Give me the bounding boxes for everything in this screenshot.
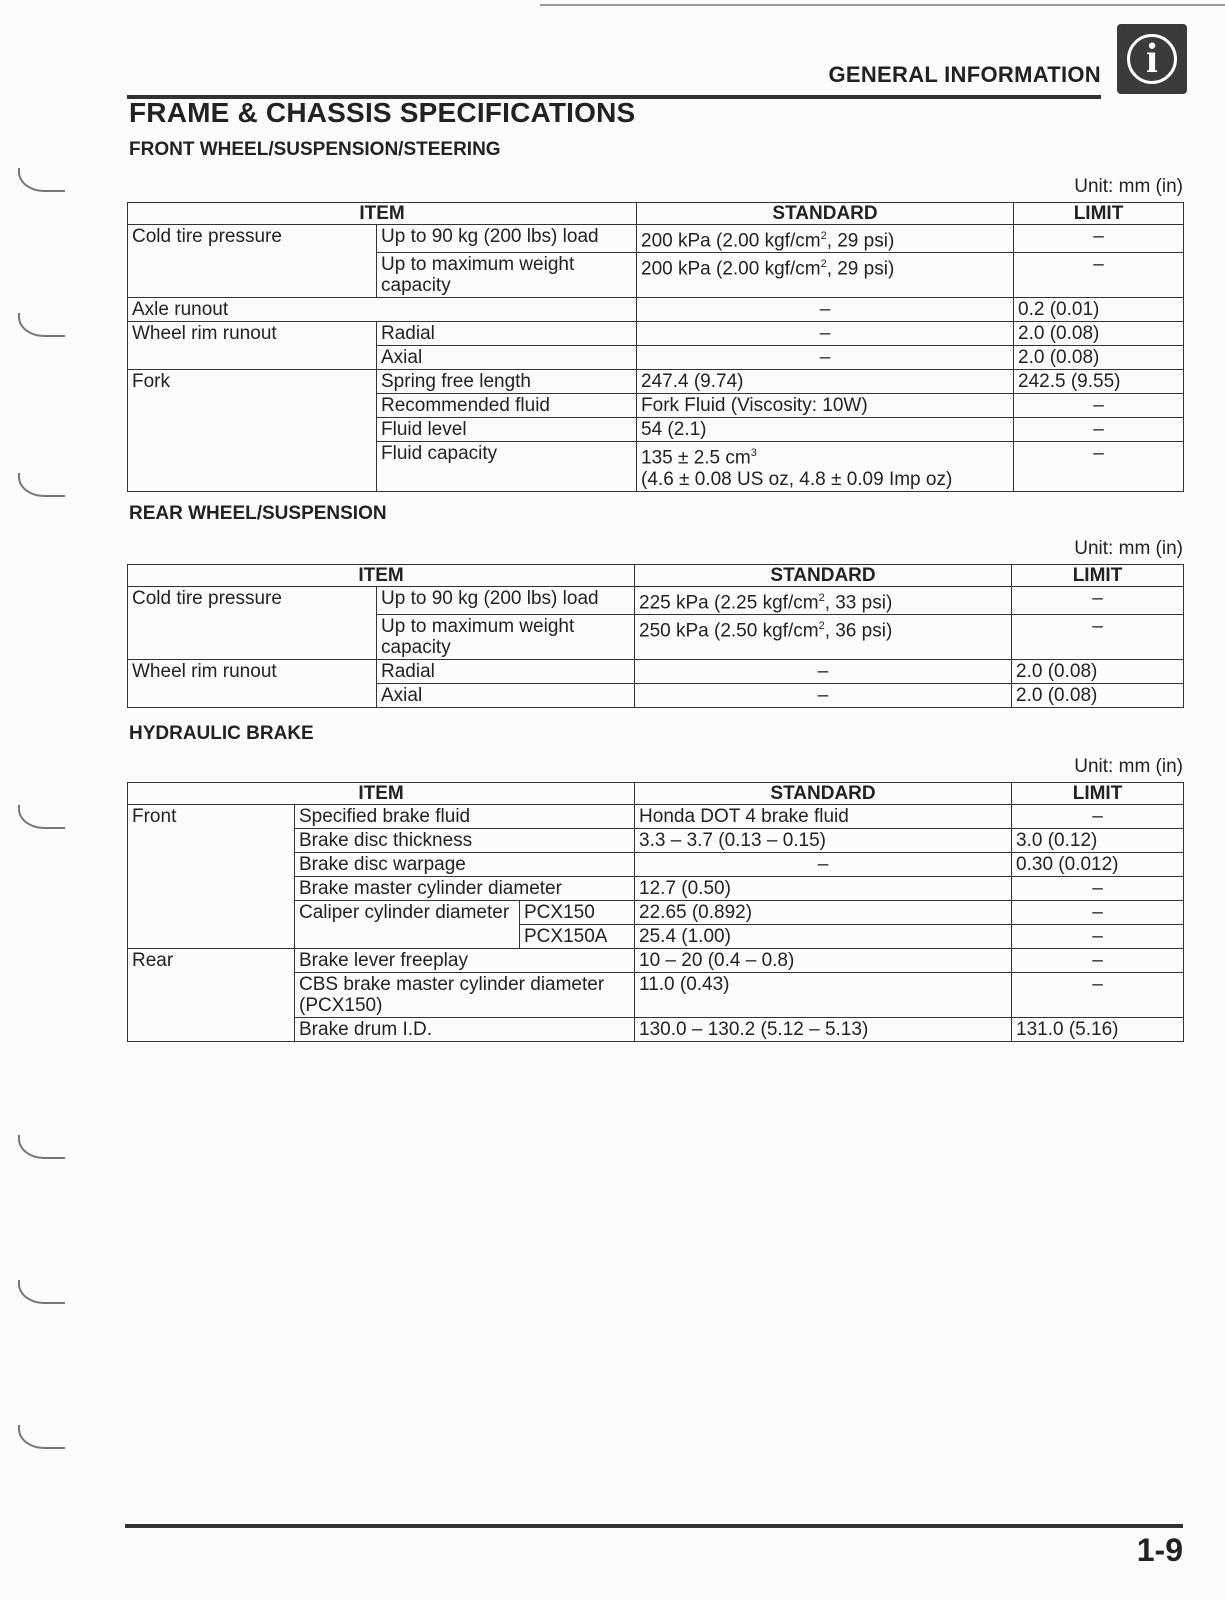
limit-value: 2.0 (0.08) — [1014, 322, 1184, 346]
brake-spec-table — [127, 782, 1184, 1042]
limit-value: – — [1012, 949, 1184, 973]
sub-item: Up to maximum weight capacity — [377, 253, 637, 298]
standard-value: 12.7 (0.50) — [635, 877, 1012, 901]
table-header-row — [128, 203, 1184, 225]
standard-value: Honda DOT 4 brake fluid — [635, 805, 1012, 829]
top-rule — [540, 4, 1225, 6]
binder-hole-mark — [18, 1135, 65, 1159]
sub-item: Brake disc thickness — [295, 829, 635, 853]
limit-value: – — [1014, 418, 1184, 442]
standard-value: 3.3 – 3.7 (0.13 – 0.15) — [635, 829, 1012, 853]
limit-value: – — [1012, 805, 1184, 829]
limit-value: 2.0 (0.08) — [1012, 684, 1184, 708]
limit-value: – — [1014, 253, 1184, 298]
page-title: FRAME & CHASSIS SPECIFICATIONS — [129, 97, 636, 128]
sub-item: Axial — [377, 346, 637, 370]
standard-value: 250 kPa (2.50 kgf/$cm^2$, 36 psi) — [635, 615, 1012, 660]
limit-value: – — [1014, 442, 1184, 491]
col-header-limit: LIMIT — [1014, 203, 1184, 225]
item-label: Wheel rim runout — [128, 660, 377, 708]
limit-value: 131.0 (5.16) — [1012, 1018, 1184, 1042]
page-header — [127, 60, 1101, 99]
table-row — [128, 298, 1184, 322]
item-label: Cold tire pressure — [128, 225, 377, 298]
sub-item: Axial — [377, 684, 635, 708]
model-label: PCX150 — [520, 901, 635, 925]
item-label: Wheel rim runout — [128, 322, 377, 370]
front-spec-table — [127, 202, 1184, 492]
limit-value: 2.0 (0.08) — [1012, 660, 1184, 684]
info-icon — [1117, 24, 1187, 94]
standard-value: 135 ± 2.5 $cm^3$ (4.6 ± 0.08 US oz, 4.8 ± 0.09 Imp oz) — [637, 442, 1014, 491]
standard-value: 225 kPa (2.25 kgf/$cm^2$, 33 psi) — [635, 587, 1012, 615]
sub-item: Up to maximum weight capacity — [377, 615, 635, 660]
sub-item: Brake disc warpage — [295, 853, 635, 877]
sub-item: Caliper cylinder diameter — [295, 901, 520, 949]
standard-value: 200 kPa (2.00 kgf/$cm^2$, 29 psi) — [637, 225, 1014, 253]
limit-value: – — [1012, 901, 1184, 925]
table-row — [128, 587, 1184, 615]
brake-section-title: HYDRAULIC BRAKE — [129, 723, 314, 744]
rear-unit-label: Unit: mm (in) — [1074, 538, 1183, 559]
table-header-row — [128, 565, 1184, 587]
limit-value: – — [1012, 877, 1184, 901]
standard-value: – — [637, 346, 1014, 370]
brake-unit-label: Unit: mm (in) — [1074, 756, 1183, 777]
col-header-limit: LIMIT — [1012, 565, 1184, 587]
item-label: Fork — [128, 370, 377, 491]
limit-value: 0.2 (0.01) — [1014, 298, 1184, 322]
limit-value: – — [1012, 615, 1184, 660]
limit-value: 0.30 (0.012) — [1012, 853, 1184, 877]
standard-value: 54 (2.1) — [637, 418, 1014, 442]
section-title: GENERAL INFORMATION — [828, 62, 1101, 87]
standard-value: 11.0 (0.43) — [635, 973, 1012, 1018]
sub-item: Up to 90 kg (200 lbs) load — [377, 225, 637, 253]
table-row — [128, 322, 1184, 346]
limit-value: 3.0 (0.12) — [1012, 829, 1184, 853]
table-header-row — [128, 783, 1184, 805]
standard-value: 22.65 (0.892) — [635, 901, 1012, 925]
sub-item: Brake drum I.D. — [295, 1018, 635, 1042]
sub-item: Recommended fluid — [377, 394, 637, 418]
sub-item: Radial — [377, 660, 635, 684]
col-header-standard: STANDARD — [635, 783, 1012, 805]
table-row — [128, 660, 1184, 684]
standard-value: – — [635, 853, 1012, 877]
col-header-standard: STANDARD — [637, 203, 1014, 225]
standard-value: – — [635, 684, 1012, 708]
sub-item: Specified brake fluid — [295, 805, 635, 829]
limit-value: – — [1014, 225, 1184, 253]
standard-value: 247.4 (9.74) — [637, 370, 1014, 394]
item-label: Cold tire pressure — [128, 587, 377, 660]
table-row — [128, 370, 1184, 394]
sub-item: Spring free length — [377, 370, 637, 394]
standard-value: Fork Fluid (Viscosity: 10W) — [637, 394, 1014, 418]
limit-value: – — [1014, 394, 1184, 418]
sub-item: Radial — [377, 322, 637, 346]
col-header-item: ITEM — [128, 783, 635, 805]
col-header-standard: STANDARD — [635, 565, 1012, 587]
standard-value: – — [637, 322, 1014, 346]
limit-value: – — [1012, 925, 1184, 949]
standard-value: 200 kPa (2.00 kgf/$cm^2$, 29 psi) — [637, 253, 1014, 298]
rear-section-title: REAR WHEEL/SUSPENSION — [129, 503, 387, 524]
col-header-item: ITEM — [128, 565, 635, 587]
sub-item: Up to 90 kg (200 lbs) load — [377, 587, 635, 615]
sub-item: Brake master cylinder diameter — [295, 877, 635, 901]
col-header-limit: LIMIT — [1012, 783, 1184, 805]
front-unit-label: Unit: mm (in) — [1074, 176, 1183, 197]
binder-hole-mark — [18, 473, 65, 497]
limit-value: – — [1012, 973, 1184, 1018]
standard-value: – — [637, 298, 1014, 322]
sub-item: Fluid capacity — [377, 442, 637, 491]
binder-hole-mark — [18, 805, 65, 829]
sub-item: CBS brake master cylinder diameter (PCX150) — [295, 973, 635, 1018]
standard-value: 25.4 (1.00) — [635, 925, 1012, 949]
limit-value: 242.5 (9.55) — [1014, 370, 1184, 394]
model-label: PCX150A — [520, 925, 635, 949]
standard-value: 10 – 20 (0.4 – 0.8) — [635, 949, 1012, 973]
info-glyph: i — [1127, 34, 1177, 84]
item-label-rear: Rear — [128, 949, 295, 1042]
binder-hole-mark — [18, 1280, 65, 1304]
table-row — [128, 225, 1184, 253]
page-number: 1-9 — [1136, 1532, 1183, 1568]
item-label-front: Front — [128, 805, 295, 949]
item-label: Axle runout — [128, 298, 637, 322]
binder-hole-mark — [18, 313, 65, 337]
limit-value: 2.0 (0.08) — [1014, 346, 1184, 370]
sub-item: Brake lever freeplay — [295, 949, 635, 973]
standard-value: – — [635, 660, 1012, 684]
rear-spec-table — [127, 564, 1184, 708]
standard-value: 130.0 – 130.2 (5.12 – 5.13) — [635, 1018, 1012, 1042]
binder-hole-mark — [18, 1425, 65, 1449]
col-header-item: ITEM — [128, 203, 637, 225]
sub-item: Fluid level — [377, 418, 637, 442]
front-section-title: FRONT WHEEL/SUSPENSION/STEERING — [129, 139, 501, 160]
table-row — [128, 949, 1184, 973]
limit-value: – — [1012, 587, 1184, 615]
table-row — [128, 805, 1184, 829]
footer-rule — [125, 1524, 1183, 1528]
binder-hole-mark — [18, 168, 65, 192]
